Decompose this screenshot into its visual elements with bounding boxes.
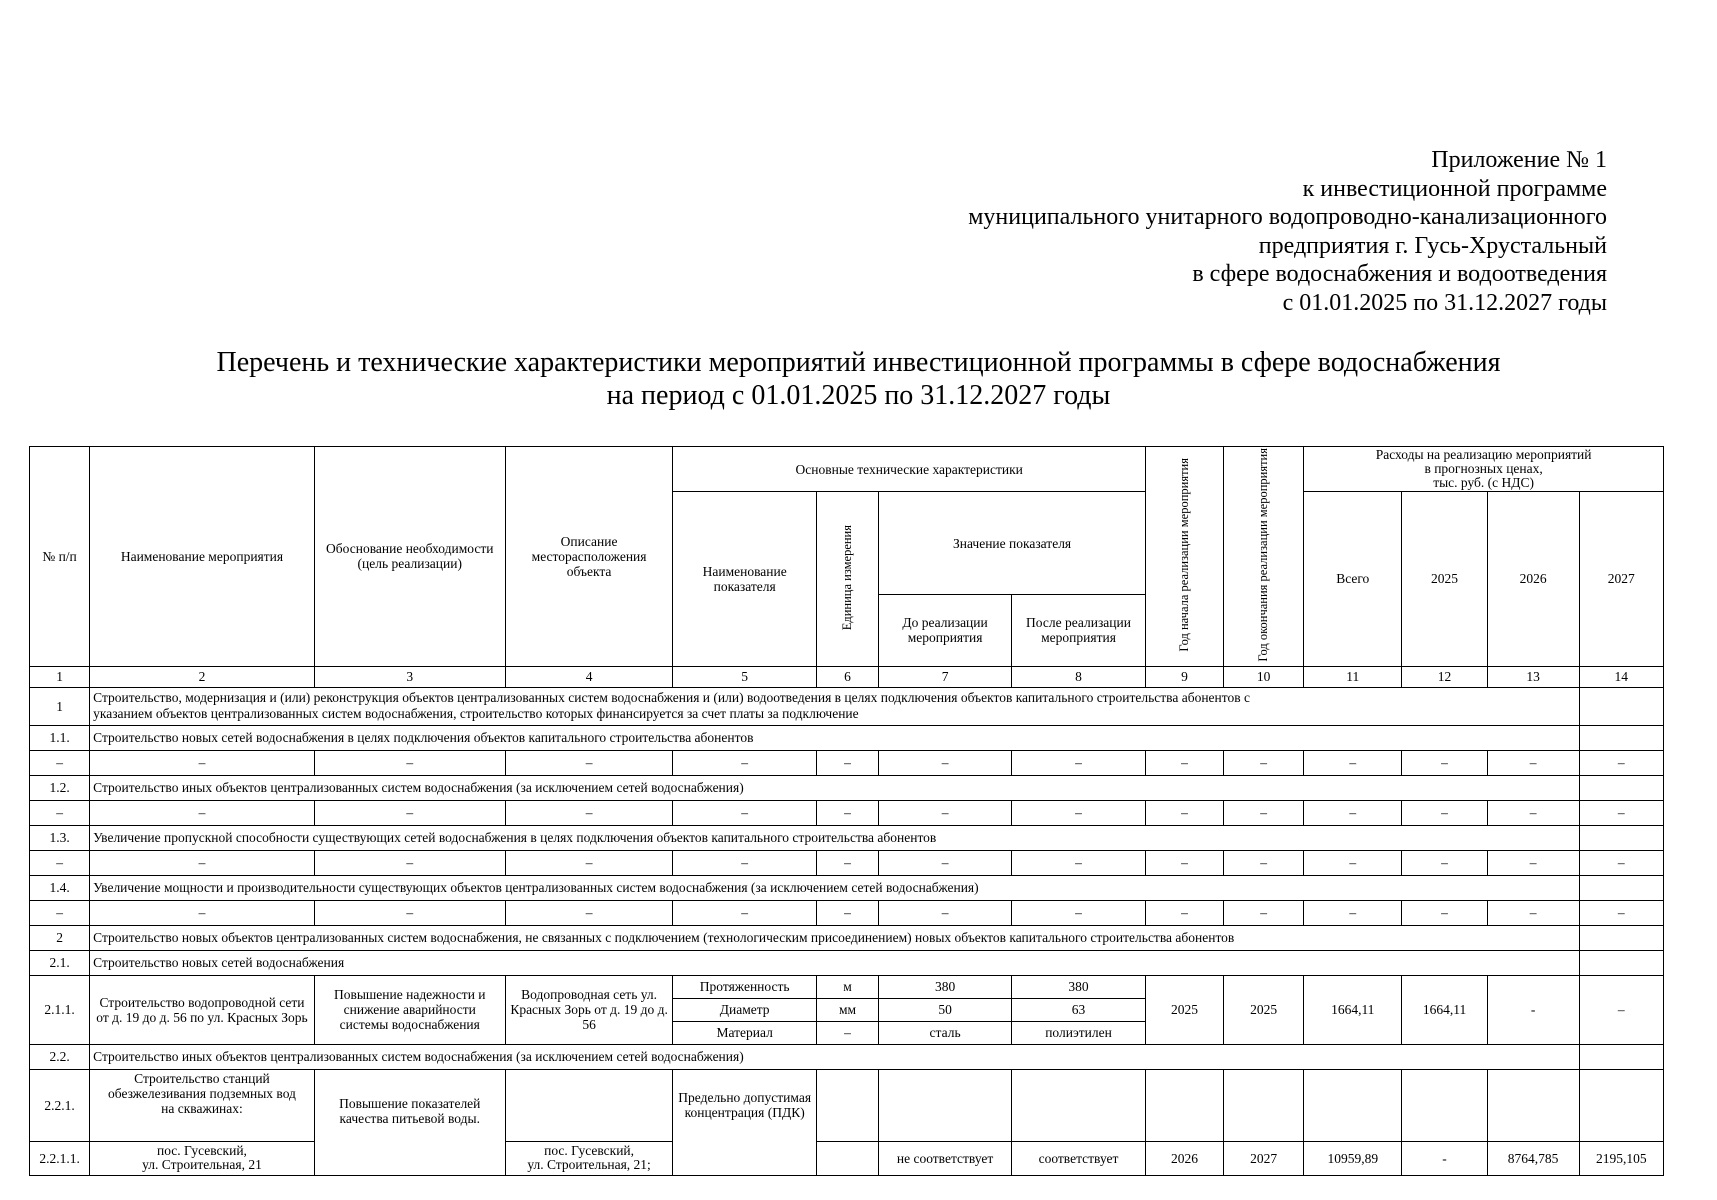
- dash-cell: –: [1579, 850, 1664, 875]
- empty-cell: [1146, 1069, 1224, 1141]
- col-number: 2: [90, 666, 315, 687]
- dash-cell: –: [90, 800, 315, 825]
- appendix-line: в сфере водоснабжения и водоотведения: [1192, 261, 1607, 287]
- header-2026: 2026: [1487, 492, 1579, 667]
- indicator-before: не соответствует: [879, 1141, 1012, 1175]
- section-num: 1.2.: [30, 775, 90, 800]
- dash-cell: –: [30, 850, 90, 875]
- cost-2025: 1664,11: [1402, 975, 1487, 1044]
- col-number: 6: [816, 666, 878, 687]
- header-justification: Обоснование необходимости (цель реализации): [314, 447, 505, 667]
- measure-name-line: пос. Гусевский,: [157, 1143, 247, 1159]
- dash-cell: –: [816, 800, 878, 825]
- table-row: [30, 1141, 1664, 1175]
- year-end: 2027: [1224, 1141, 1304, 1175]
- year-start: 2025: [1146, 975, 1224, 1044]
- header-year-start: Год начала реализации мероприятия: [1146, 447, 1224, 667]
- header-name: Наименование мероприятия: [90, 447, 315, 667]
- section-num: 1.4.: [30, 875, 90, 900]
- header-unit: Единица измерения: [816, 492, 878, 667]
- dash-cell: –: [1012, 850, 1146, 875]
- dash-cell: –: [90, 900, 315, 925]
- dash-cell: –: [1579, 750, 1664, 775]
- section-num: 2.1.: [30, 950, 90, 975]
- section-num: 2: [30, 925, 90, 950]
- col-number: 1: [30, 666, 90, 687]
- location-line: пос. Гусевский,: [544, 1143, 635, 1159]
- dash-cell: –: [1487, 800, 1579, 825]
- section-row: [30, 725, 1664, 750]
- dash-cell: –: [1146, 900, 1224, 925]
- section-row: [30, 925, 1664, 950]
- dash-cell: –: [1224, 750, 1304, 775]
- header-costs-line: тыс. руб. (с НДС): [1433, 475, 1534, 490]
- title-line-1: Перечень и технические характеристики мероприятий инвестиционной программы в сфере водоснабжения: [216, 347, 1501, 378]
- header-costs: [1304, 447, 1664, 492]
- col-number: 10: [1224, 666, 1304, 687]
- indicator-unit: м: [816, 975, 878, 998]
- dash-cell: –: [505, 800, 673, 825]
- dash-cell: –: [314, 800, 505, 825]
- dash-cell: –: [30, 750, 90, 775]
- col-number: 3: [314, 666, 505, 687]
- dash-cell: –: [673, 900, 816, 925]
- dash-cell: –: [1579, 900, 1664, 925]
- appendix-line: Приложение № 1: [1431, 147, 1607, 173]
- header-tech: Основные технические характеристики: [673, 447, 1146, 492]
- header-costs-line: в прогнозных ценах,: [1424, 461, 1543, 476]
- measure-location: [505, 1141, 673, 1175]
- dash-cell: –: [816, 750, 878, 775]
- table-row: [30, 975, 1664, 998]
- empty-cell: [1579, 1069, 1664, 1141]
- indicator-name: Материал: [673, 1021, 816, 1044]
- dash-row: [30, 750, 1664, 775]
- indicator-after: полиэтилен: [1012, 1021, 1146, 1044]
- table-row: [30, 1069, 1664, 1141]
- section-row: [30, 1044, 1664, 1069]
- row-num: 2.1.1.: [30, 975, 90, 1044]
- section-text: Строительство новых объектов централизованных систем водоснабжения, не связанных с подключением (технологическим присоединением) новых объектов капитального строительства абонентов: [90, 925, 1579, 950]
- dash-cell: –: [1487, 900, 1579, 925]
- cost-total: 1664,11: [1304, 975, 1402, 1044]
- section-row: [30, 687, 1664, 725]
- empty-cell: [1579, 925, 1664, 950]
- empty-cell: [1579, 825, 1664, 850]
- section-text: Увеличение пропускной способности существующих сетей водоснабжения в целях подключения объектов капитального строительства абонентов: [90, 825, 1579, 850]
- dash-cell: –: [1304, 800, 1402, 825]
- dash-cell: –: [673, 750, 816, 775]
- section-text: Увеличение мощности и производительности существующих объектов централизованных систем водоснабжения (за исключением сетей водоснабжения): [90, 875, 1579, 900]
- empty-cell: [1579, 875, 1664, 900]
- dash-cell: –: [673, 850, 816, 875]
- dash-cell: –: [505, 750, 673, 775]
- indicator-unit: –: [816, 1021, 878, 1044]
- section-num: 1.1.: [30, 725, 90, 750]
- indicator-unit: мм: [816, 998, 878, 1021]
- cost-2026: -: [1487, 975, 1579, 1044]
- dash-cell: –: [1224, 800, 1304, 825]
- empty-cell: [1579, 687, 1664, 725]
- appendix-line: к инвестиционной программе: [1302, 175, 1607, 202]
- empty-cell: [1579, 1044, 1664, 1069]
- empty-cell: [1579, 950, 1664, 975]
- empty-cell: [816, 1069, 878, 1141]
- section-text-line: Строительство, модернизация и (или) реконструкция объектов централизованных систем водоснабжения и (или) водоотведения в целях подключения объектов капитального строительства абонентов с: [93, 690, 1250, 706]
- location-line: ул. Строительная, 21;: [527, 1157, 651, 1173]
- empty-cell: [505, 1069, 673, 1141]
- col-number: 8: [1012, 666, 1146, 687]
- indicator-after: 63: [1012, 998, 1146, 1021]
- column-numbers-row: [30, 666, 1664, 687]
- header-2027: 2027: [1579, 492, 1664, 667]
- indicator-name: Протяженность: [673, 975, 816, 998]
- row-num: 2.2.1.1.: [30, 1141, 90, 1175]
- empty-cell: [1402, 1069, 1487, 1141]
- empty-cell: [1224, 1069, 1304, 1141]
- dash-cell: –: [1012, 800, 1146, 825]
- appendix-line: предприятия г. Гусь-Хрустальный: [1258, 232, 1607, 259]
- dash-cell: –: [879, 900, 1012, 925]
- dash-cell: –: [879, 750, 1012, 775]
- dash-cell: –: [30, 800, 90, 825]
- col-number: 11: [1304, 666, 1402, 687]
- section-row: [30, 775, 1664, 800]
- dash-cell: –: [1304, 850, 1402, 875]
- header-num: № п/п: [30, 447, 90, 667]
- measure-justification: Повышение надежности и снижение аварийности системы водоснабжения: [314, 975, 505, 1044]
- year-end: 2025: [1224, 975, 1304, 1044]
- appendix-line: с 01.01.2025 по 31.12.2027 годы: [1282, 289, 1607, 316]
- col-number: 4: [505, 666, 673, 687]
- appendix-block: [707, 146, 1607, 317]
- dash-cell: –: [1579, 800, 1664, 825]
- section-num: 1.3.: [30, 825, 90, 850]
- section-row: [30, 875, 1664, 900]
- dash-cell: –: [1146, 800, 1224, 825]
- col-number: 14: [1579, 666, 1664, 687]
- col-number: 9: [1146, 666, 1224, 687]
- dash-cell: –: [1487, 850, 1579, 875]
- measure-justification: Повышение показателей качества питьевой воды.: [314, 1069, 505, 1175]
- dash-cell: –: [1146, 850, 1224, 875]
- indicator-after: 380: [1012, 975, 1146, 998]
- measure-name: [90, 1141, 315, 1175]
- cost-total: 10959,89: [1304, 1141, 1402, 1175]
- dash-cell: –: [816, 900, 878, 925]
- empty-cell: [1012, 1069, 1146, 1141]
- section-text-line: указанием объектов централизованных систем водоснабжения, строительство которых финансируется за счет платы за подключение: [93, 706, 859, 722]
- section-text: Строительство новых сетей водоснабжения в целях подключения объектов капитального строительства абонентов: [90, 725, 1579, 750]
- empty-cell: [1487, 1069, 1579, 1141]
- indicator-before: 50: [879, 998, 1012, 1021]
- section-num: 2.2.: [30, 1044, 90, 1069]
- dash-cell: –: [1146, 750, 1224, 775]
- dash-cell: –: [1012, 900, 1146, 925]
- section-text: [90, 687, 1579, 725]
- header-2025: 2025: [1402, 492, 1487, 667]
- title-line-2: на период с 01.01.2025 по 31.12.2027 годы: [606, 380, 1111, 411]
- header-costs-line: Расходы на реализацию мероприятий: [1375, 447, 1592, 462]
- year-start: 2026: [1146, 1141, 1224, 1175]
- dash-cell: –: [90, 850, 315, 875]
- dash-row: [30, 850, 1664, 875]
- col-number: 7: [879, 666, 1012, 687]
- header-location: Описание месторасположения объекта: [505, 447, 673, 667]
- document-title: [0, 346, 1717, 412]
- dash-cell: –: [1304, 750, 1402, 775]
- dash-cell: –: [816, 850, 878, 875]
- empty-cell: [1579, 775, 1664, 800]
- indicator-name: Диаметр: [673, 998, 816, 1021]
- header-total: Всего: [1304, 492, 1402, 667]
- measure-name: Строительство водопроводной сети от д. 19 до д. 56 по ул. Красных Зорь: [90, 975, 315, 1044]
- measure-name-line: обезжелезивания подземных вод: [108, 1085, 296, 1101]
- dash-cell: –: [314, 850, 505, 875]
- appendix-line: муниципального унитарного водопроводно-канализационного: [968, 204, 1607, 230]
- dash-cell: –: [1402, 900, 1487, 925]
- indicator-before: 380: [879, 975, 1012, 998]
- dash-cell: –: [879, 850, 1012, 875]
- cost-2027: 2195,105: [1579, 1141, 1664, 1175]
- dash-cell: –: [314, 900, 505, 925]
- dash-cell: –: [1402, 850, 1487, 875]
- section-text: Строительство новых сетей водоснабжения: [90, 950, 1579, 975]
- measures-table: [29, 446, 1664, 1176]
- section-row: [30, 825, 1664, 850]
- header-after: После реализации мероприятия: [1012, 595, 1146, 667]
- indicator-name: Предельно допустимая концентрация (ПДК): [673, 1069, 816, 1175]
- dash-cell: –: [879, 800, 1012, 825]
- dash-cell: –: [314, 750, 505, 775]
- dash-row: [30, 900, 1664, 925]
- dash-row: [30, 800, 1664, 825]
- indicator-after: соответствует: [1012, 1141, 1146, 1175]
- indicator-before: сталь: [879, 1021, 1012, 1044]
- measure-name-line: ул. Строительная, 21: [142, 1157, 262, 1173]
- indicator-unit: [816, 1141, 878, 1175]
- dash-cell: –: [90, 750, 315, 775]
- dash-cell: –: [505, 900, 673, 925]
- header-before: До реализации мероприятия: [879, 595, 1012, 667]
- dash-cell: –: [30, 900, 90, 925]
- measure-name-line: Строительство станций: [134, 1070, 270, 1086]
- section-text: Строительство иных объектов централизованных систем водоснабжения (за исключением сетей водоснабжения): [90, 1044, 1579, 1069]
- dash-cell: –: [1224, 900, 1304, 925]
- header-indicator-value: Значение показателя: [879, 492, 1146, 595]
- cost-2025: -: [1402, 1141, 1487, 1175]
- cost-2027: –: [1579, 975, 1664, 1044]
- dash-cell: –: [1224, 850, 1304, 875]
- col-number: 12: [1402, 666, 1487, 687]
- dash-cell: –: [505, 850, 673, 875]
- row-num: 2.2.1.: [30, 1069, 90, 1141]
- dash-cell: –: [1402, 750, 1487, 775]
- measure-name-line: на скважинах:: [161, 1100, 243, 1116]
- dash-cell: –: [1402, 800, 1487, 825]
- section-text: Строительство иных объектов централизованных систем водоснабжения (за исключением сетей водоснабжения): [90, 775, 1579, 800]
- section-row: [30, 950, 1664, 975]
- dash-cell: –: [1012, 750, 1146, 775]
- col-number: 13: [1487, 666, 1579, 687]
- measure-name: [90, 1069, 315, 1141]
- header-indicator-name: Наименование показателя: [673, 492, 816, 667]
- col-number: 5: [673, 666, 816, 687]
- dash-cell: –: [673, 800, 816, 825]
- dash-cell: –: [1487, 750, 1579, 775]
- header-year-end: Год окончания реализации мероприятия: [1224, 447, 1304, 667]
- section-num: 1: [30, 687, 90, 725]
- cost-2026: 8764,785: [1487, 1141, 1579, 1175]
- empty-cell: [1579, 725, 1664, 750]
- measure-location: Водопроводная сеть ул. Красных Зорь от д. 19 до д. 56: [505, 975, 673, 1044]
- empty-cell: [879, 1069, 1012, 1141]
- empty-cell: [1304, 1069, 1402, 1141]
- dash-cell: –: [1304, 900, 1402, 925]
